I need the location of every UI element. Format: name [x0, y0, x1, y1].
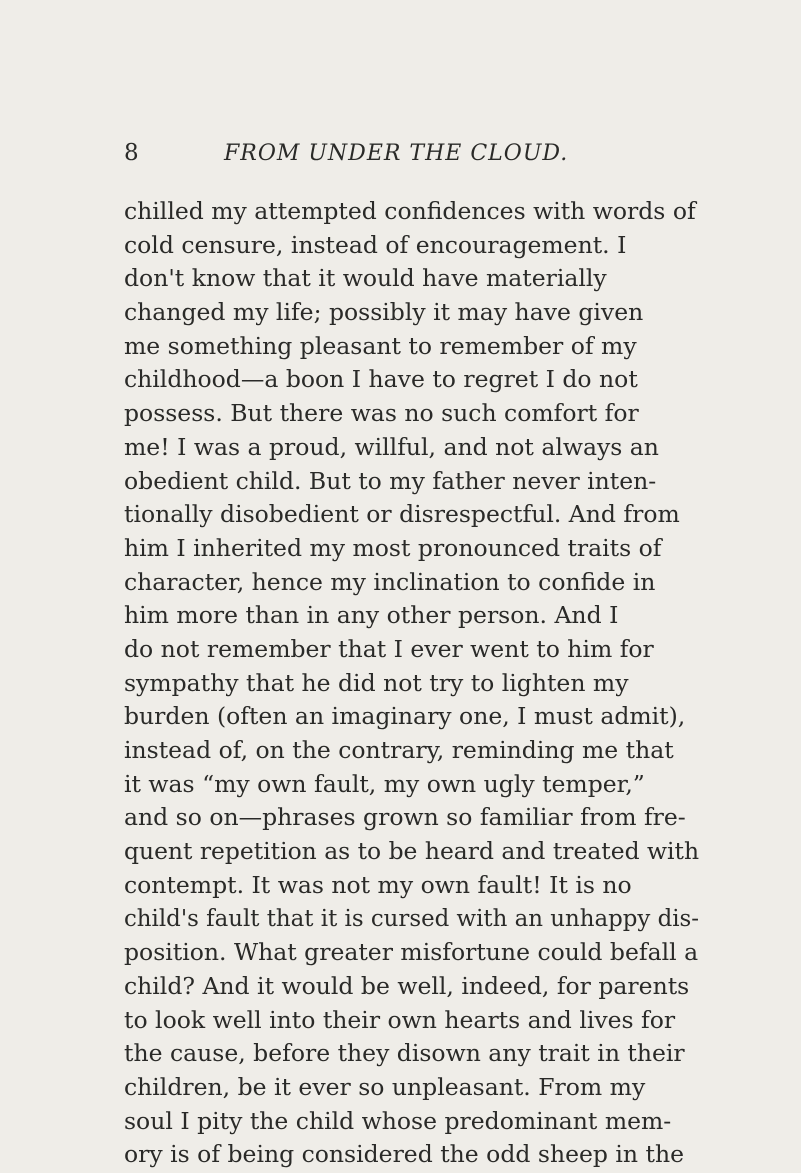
text-line: character, hence my inclination to confide in — [124, 567, 656, 596]
text-line: changed my life; possibly it may have given — [124, 298, 644, 327]
text-line: me something pleasant to remember of my — [124, 331, 637, 360]
text-line: obedient child. But to my father never inten- — [124, 466, 657, 495]
text-line: cold censure, instead of encouragement. I — [124, 230, 627, 259]
page-number: 8 — [124, 140, 139, 166]
text-line: and so on—phrases grown so familiar from fre- — [124, 803, 686, 832]
text-line: don't know that it would have materially — [124, 264, 607, 293]
text-line: me! I was a proud, willful, and not always an — [124, 432, 659, 461]
text-line: child's fault that it is cursed with an unhappy dis- — [124, 904, 699, 933]
text-line: quent repetition as to be heard and treated with — [124, 837, 699, 866]
text-line: children, be it ever so unpleasant. From my — [124, 1072, 646, 1101]
text-line: childhood—a boon I have to regret I do not — [124, 365, 638, 394]
text-line: ory is of being considered the odd sheep in the — [124, 1140, 685, 1169]
text-line: possess. But there was no such comfort for — [124, 399, 639, 428]
text-line: him more than in any other person. And I — [124, 601, 619, 630]
text-line: soul I pity the child whose predominant mem- — [124, 1106, 672, 1135]
text-line: to look well into their own hearts and lives for — [124, 1005, 676, 1034]
body-text — [124, 195, 699, 1172]
text-line: instead of, on the contrary, reminding me that — [124, 736, 674, 764]
text-line: sympathy that he did not try to lighten my — [124, 668, 629, 697]
running-title: FROM UNDER THE CLOUD. — [224, 141, 569, 166]
text-line: him I inherited my most pronounced traits of — [124, 533, 662, 562]
text-line: position. What greater misfortune could befall a — [124, 938, 699, 967]
text-line: burden (often an imaginary one, I must admit), — [124, 702, 686, 731]
text-line: it was “my own fault, my own ugly temper,” — [124, 769, 645, 798]
text-line: the cause, before they disown any trait in their — [124, 1039, 685, 1068]
text-line: contempt. It was not my own fault! It is no — [124, 870, 632, 899]
text-line: chilled my attempted confidences with words of — [124, 197, 696, 225]
running-head — [124, 140, 684, 170]
text-line: child? And it would be well, indeed, for parents — [124, 971, 690, 1000]
text-line: tionally disobedient or disrespectful. And from — [124, 500, 680, 529]
text-line: do not remember that I ever went to him for — [124, 634, 654, 663]
